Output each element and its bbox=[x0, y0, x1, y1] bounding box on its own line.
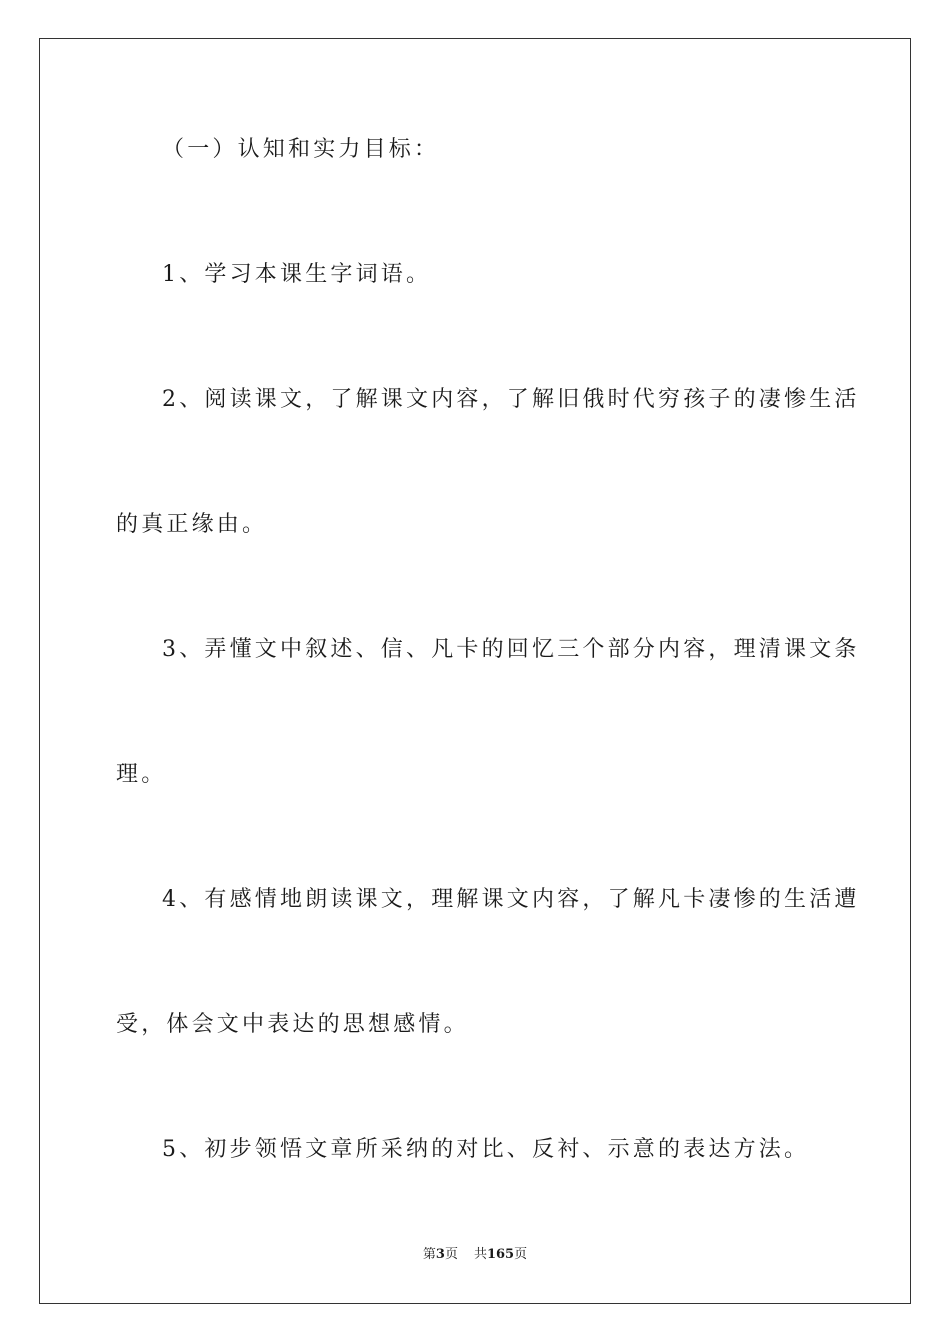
section-heading: （一）认知和实力目标： bbox=[162, 137, 440, 162]
paragraph-line: 的真正缘由。 bbox=[116, 512, 268, 537]
total-prefix: 共 bbox=[473, 1247, 487, 1262]
paragraph-line: 理。 bbox=[116, 762, 167, 787]
total-pages: 165 bbox=[486, 1247, 515, 1262]
total-suffix: 页 bbox=[514, 1247, 528, 1262]
page-suffix: 页 bbox=[444, 1247, 458, 1262]
page-border bbox=[39, 38, 911, 1304]
paragraph-line: 3、弄懂文中叙述、信、凡卡的回忆三个部分内容，理清课文条 bbox=[162, 637, 860, 662]
paragraph-line: 1、学习本课生字词语。 bbox=[162, 262, 432, 287]
paragraph-line: 5、初步领悟文章所采纳的对比、反衬、示意的表达方法。 bbox=[162, 1137, 810, 1162]
page-prefix: 第 bbox=[422, 1247, 436, 1262]
paragraph-line: 受，体会文中表达的思想感情。 bbox=[116, 1012, 469, 1037]
paragraph-line: 4、有感情地朗读课文，理解课文内容，了解凡卡凄惨的生活遭 bbox=[162, 887, 860, 912]
paragraph-line: 2、阅读课文，了解课文内容，了解旧俄时代穷孩子的凄惨生活 bbox=[162, 387, 860, 412]
page-footer bbox=[0, 1246, 950, 1264]
page-number: 3 bbox=[435, 1247, 445, 1262]
